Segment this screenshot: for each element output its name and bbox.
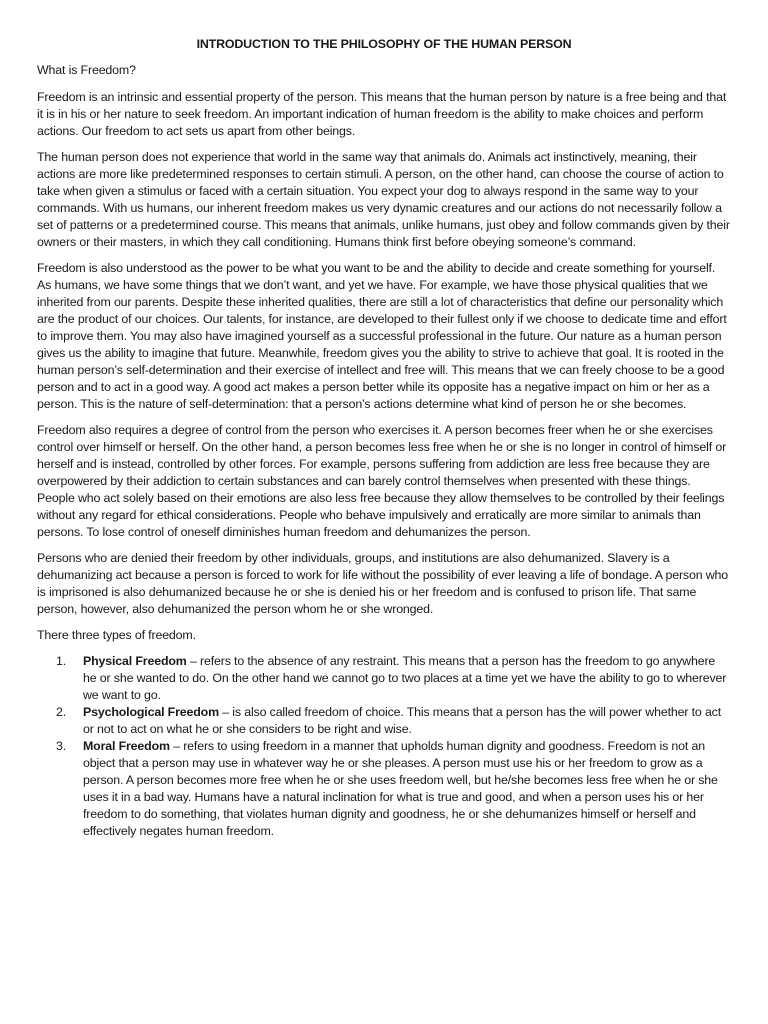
list-number: 2. — [56, 705, 67, 719]
paragraph: The human person does not experience that world in the same way that animals do. Animals act instinctively, meaning, their actions are more like predetermined responses to certain stimuli. A person, on the other hand, can choose the course of action to take when given a stimulus or faced with a certain situation. You expect your dog to always respond in the same way to your commands. With us humans, our inherent freedom makes us very dynamic creatures and our actions do not necessarily follow a set of patterns or a predetermined course. This means that animals, unlike humans, just obey and follow commands given by their owners or their masters, in which they call conditioning. Humans think first before obeying someone’s command. — [37, 150, 730, 249]
list-text: – refers to using freedom in a manner that upholds human dignity and goodness. Freedom is not an object that a person may use in whatever way he or she pleases. A person must use his or her freedom to grow as a person. A person becomes more free when he or she uses freedom well, but he/she becomes less free when he or she uses it in a bad way. Humans have a natural inclination for what is true and good, and when a person uses his or her freedom to do something, that violates human dignity and goodness, he or she dehumanizes himself or herself and effectively negates human freedom. — [83, 739, 718, 838]
list-term: Physical Freedom — [83, 654, 187, 668]
list-item — [37, 653, 731, 704]
list-number: 1. — [56, 654, 67, 668]
paragraph: Freedom also requires a degree of control from the person who exercises it. A person becomes freer when he or she exercises control over himself or herself. On the other hand, a person becomes less free when he or she is no longer in control of himself or herself and is instead, controlled by other forces. For example, persons suffering from addiction are less free because they are overpowered by their addiction to certain substances and can barely control themselves when presented with these things. People who act solely based on their emotions are also less free because they allow themselves to be controlled by their feelings without any regard for ethical considerations. People who behave impulsively and erratically are more similar to animals than persons. To lose control of oneself diminishes human freedom and dehumanizes the person. — [37, 423, 727, 539]
list-text: – is also called freedom of choice. This means that a person has the will power whether to act or not to act on what he or she considers to be right and wise. — [83, 705, 722, 736]
document-title: INTRODUCTION TO THE PHILOSOPHY OF THE HUMAN PERSON — [196, 37, 572, 51]
list-term: Moral Freedom — [83, 739, 170, 753]
list-text: – refers to the absence of any restraint. This means that a person has the freedom to go anywhere he or she wanted to do. On the other hand we cannot go to two places at a time yet we have the ability to go to wherever we want to go. — [83, 654, 727, 702]
section-question: What is Freedom? — [37, 63, 136, 77]
paragraph: Freedom is also understood as the power to be what you want to be and the ability to decide and create something for yourself. As humans, we have some things that we don’t want, and yet we have. For example, we have those physical qualities that we inherited from our parents. Despite these inherited qualities, there are still a lot of characteristics that define our personality which are the product of our choices. Our talents, for instance, are developed to their fullest only if we choose to dedicate time and effort to improve them. You may also have imagined yourself as a successful professional in the future. Our nature as a human person gives us the ability to imagine that future. Meanwhile, freedom gives you the ability to strive to achieve that goal. It is rooted in the human person’s self-determination and their exercise of intellect and free will. This means that we can freely choose to be a good person and to act in a good way. A good act makes a person better while its opposite has a negative impact on him or her as a person. This is the nature of self-determination: that a person’s actions determine what kind of person he or she becomes. — [37, 261, 727, 411]
types-intro: There three types of freedom. — [37, 628, 196, 642]
paragraph: Persons who are denied their freedom by other individuals, groups, and institutions are also dehumanized. Slavery is a dehumanizing act because a person is forced to work for life without the possibility of ever leaving a life of bondage. A person who is imprisoned is also dehumanized because he or she is denied his or her freedom and is confused to prison life. That same person, however, also dehumanized the person whom he or she wronged. — [37, 551, 729, 616]
list-item — [37, 738, 731, 840]
freedom-types-list — [37, 653, 731, 840]
list-item — [37, 704, 731, 738]
paragraph: Freedom is an intrinsic and essential property of the person. This means that the human person by nature is a free being and that it is in his or her nature to seek freedom. An important indication of human freedom is the ability to make choices and perform actions. Our freedom to act sets us apart from other beings. — [37, 90, 727, 138]
list-number: 3. — [56, 739, 67, 753]
document-body — [37, 62, 731, 840]
list-term: Psychological Freedom — [83, 705, 219, 719]
